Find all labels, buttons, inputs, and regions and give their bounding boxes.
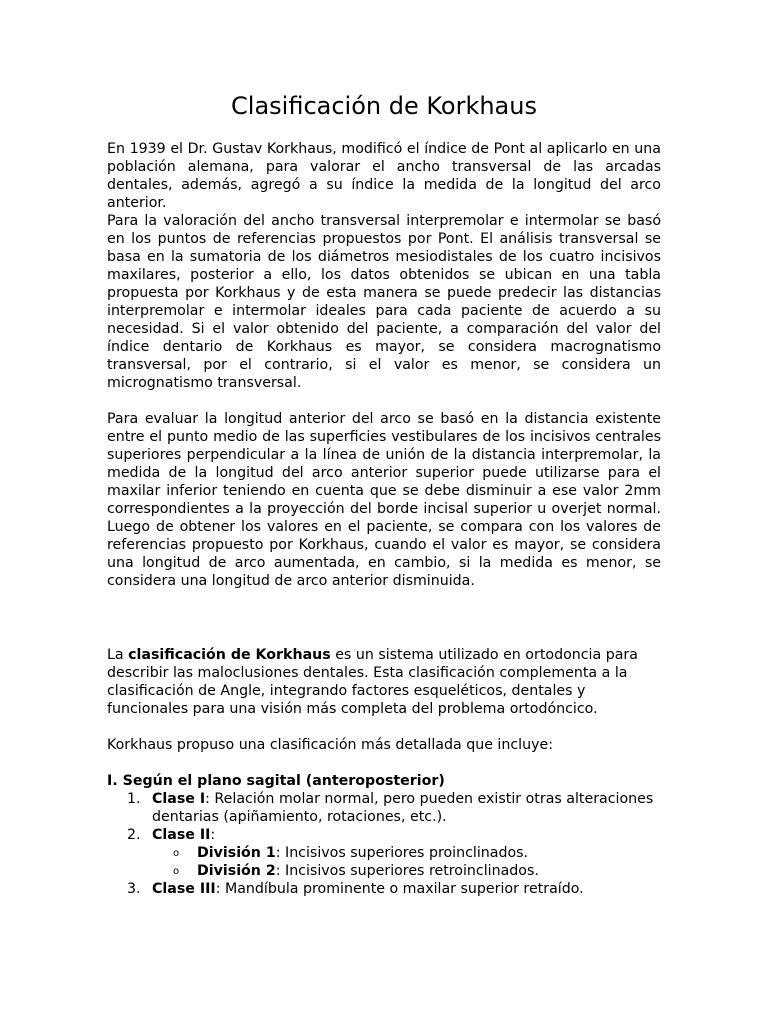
proposal-text: Korkhaus propuso una clasificación más detallada que incluye: bbox=[107, 737, 554, 753]
division-name: División 1 bbox=[197, 845, 276, 861]
class-list bbox=[107, 790, 661, 844]
class-description: : Mandíbula prominente o maxilar superior retraído. bbox=[215, 881, 584, 897]
list-number: 1. bbox=[127, 791, 141, 807]
division-description: : Incisivos superiores proinclinados. bbox=[275, 845, 529, 861]
class-name: Clase I bbox=[152, 791, 206, 807]
section-heading: I. Según el plano sagital (anteroposterior) bbox=[107, 773, 445, 789]
division-description: : Incisivos superiores retroinclinados. bbox=[275, 863, 539, 879]
class-name: Clase III bbox=[152, 881, 216, 897]
document-title: Clasificación de Korkhaus bbox=[231, 92, 537, 120]
list-item-clase-2 bbox=[107, 826, 661, 844]
definition-term: clasificación de Korkhaus bbox=[128, 647, 331, 663]
intro-paragraph-1: En 1939 el Dr. Gustav Korkhaus, modificó el índice de Pont al aplicarlo en una población alemana, para valorar el ancho transversal de las arcadas dentales, además, agregó a su índice la medida de la longitud del arco anterior. bbox=[107, 141, 661, 211]
list-number: 2. bbox=[127, 827, 141, 843]
class-list-continued bbox=[107, 880, 661, 898]
classification-section bbox=[107, 646, 661, 898]
intro-paragraph-2: Para la valoración del ancho transversal interpremolar e intermolar se basó en los puntos de referencias propuestos por Pont. El análisis transversal se basa en la sumatoria de los diámetros mesiodistales de los cuatro incisivos maxilares, posterior a ello, los datos obtenidos se ubican en una tabla propuesta por Korkhaus y de esta manera se puede predecir las distancias interpremolar e intermolar ideales para cada paciente de acuerdo a su necesidad. Si el valor obtenido del paciente, a comparación del valor del índice dentario de Korkhaus es mayor, se considera macrognatismo transversal, por el contrario, si el valor es menor, se considera un micrognatismo transversal. bbox=[107, 213, 661, 391]
list-number: 3. bbox=[127, 881, 141, 897]
definition-paragraph: La clasificación de Korkhaus es un sistema utilizado en ortodoncia para describir las maloclusiones dentales. Esta clasificación complementa a la clasificación de Angle, integrando factores esqueléticos, dentales y funcionales para una visión más completa del problema ortodóncico. bbox=[107, 647, 638, 717]
list-item-division-2 bbox=[107, 862, 661, 880]
intro-paragraph-3: Para evaluar la longitud anterior del arco se basó en la distancia existente entre el punto medio de las superficies vestibulares de los incisivos centrales superiores perpendicular a la línea de unión de la distancia interpremolar, la medida de la longitud del arco anterior superior puede utilizarse para el maxilar inferior teniendo en cuenta que se debe disminuir a ese valor 2mm correspondientes a la proyección del borde incisal superior u overjet normal. Luego de obtener los valores en el paciente, se compara con los valores de referencias propuesto por Korkhaus, cuando el valor es mayor, se considera una longitud de arco aumentada, en cambio, si la medida es menor, se considera una longitud de arco anterior disminuida. bbox=[107, 411, 661, 589]
subdivision-list bbox=[107, 844, 661, 880]
bullet-icon: o bbox=[173, 866, 180, 877]
class-description: : bbox=[210, 827, 216, 843]
bullet-icon: o bbox=[173, 848, 180, 859]
list-item-clase-3 bbox=[107, 880, 661, 898]
division-name: División 2 bbox=[197, 863, 276, 879]
list-item-clase-1 bbox=[107, 790, 661, 826]
class-name: Clase II bbox=[152, 827, 211, 843]
intro-section bbox=[107, 140, 661, 590]
list-item-division-1 bbox=[107, 844, 661, 862]
class-description: : Relación molar normal, pero pueden existir otras alteraciones dentarias (apiñamiento, rotaciones, etc.). bbox=[152, 791, 654, 825]
